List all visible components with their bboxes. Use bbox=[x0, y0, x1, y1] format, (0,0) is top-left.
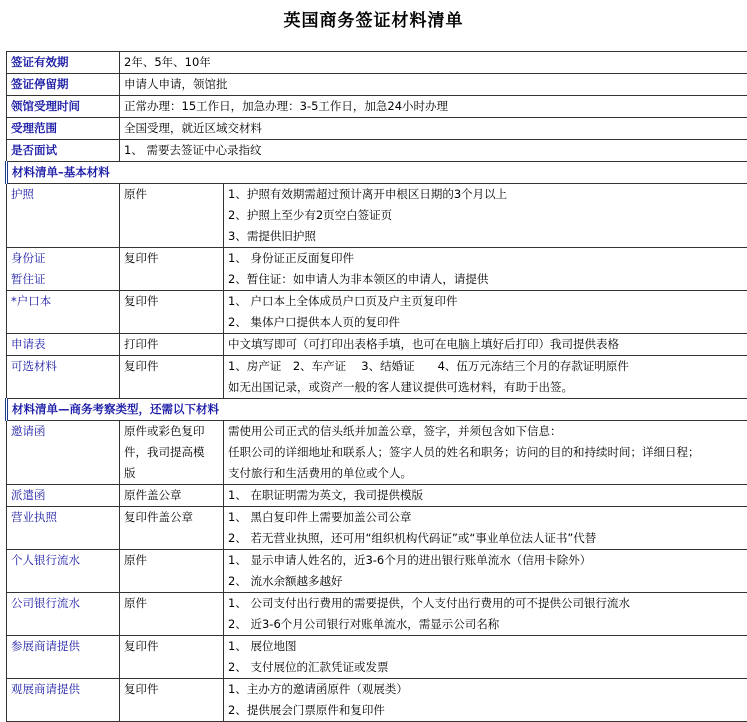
invitation-letter-type-1: 原件或彩色复印 bbox=[124, 421, 219, 442]
validity-value: 2年、5年、10年 bbox=[120, 52, 747, 74]
id-card-req-2: 2、暂住证：如申请人为非本领区的申请人，请提供 bbox=[228, 269, 743, 290]
interview-value: 1、 需要去签证中心录指纹 bbox=[120, 140, 747, 162]
document-title: 英国商务签证材料清单 bbox=[0, 9, 747, 33]
business-license-label: 营业执照 bbox=[7, 507, 120, 550]
interview-label: 是否面试 bbox=[7, 140, 120, 162]
id-card-label: 身份证 bbox=[11, 248, 115, 269]
invitation-letter-req-2: 任职公司的详细地址和联系人；签字人员的姓名和职务；访问的目的和持续时间；详细日程； bbox=[228, 442, 743, 463]
personal-bank-statement-req-1: 1、 显示申请人姓名的，近3-6个月的进出银行账单流水（信用卡除外） bbox=[228, 550, 743, 571]
materials-table bbox=[5, 51, 747, 722]
personal-bank-statement-row bbox=[7, 550, 747, 593]
passport-req-2: 2、护照上至少有2页空白签证页 bbox=[228, 205, 743, 226]
section-business-title: 材料清单—商务考察类型，还需以下材料 bbox=[7, 399, 747, 421]
passport-type: 原件 bbox=[120, 184, 224, 248]
invitation-letter-row bbox=[7, 421, 747, 485]
dispatch-letter-type: 原件盖公章 bbox=[124, 485, 219, 506]
company-bank-statement-row bbox=[7, 593, 747, 636]
validity-row bbox=[7, 52, 747, 74]
business-license-req-2: 2、 若无营业执照，还可用“组织机构代码证”或“事业单位法人证书”代替 bbox=[228, 528, 743, 549]
exhibitor-type: 复印件 bbox=[124, 636, 219, 657]
document-page bbox=[0, 9, 747, 715]
business-license-req-1: 1、 黑白复印件上需要加盖公司公章 bbox=[228, 507, 743, 528]
visitor-req-1: 1、主办方的邀请函原件（观展类） bbox=[228, 679, 743, 700]
passport-req-3: 3、需提供旧护照 bbox=[228, 226, 743, 247]
company-bank-statement-type: 原件 bbox=[124, 593, 219, 614]
dispatch-letter-row bbox=[7, 485, 747, 507]
scope-value: 全国受理，就近区域交材料 bbox=[120, 118, 747, 140]
section-basic-header bbox=[7, 162, 747, 184]
invitation-letter-req-1: 需使用公司正式的信头纸并加盖公章，签字，并须包含如下信息： bbox=[228, 421, 743, 442]
personal-bank-statement-label: 个人银行流水 bbox=[7, 550, 120, 593]
processing-row bbox=[7, 96, 747, 118]
exhibitor-req-1: 1、 展位地图 bbox=[228, 636, 743, 657]
invitation-letter-label: 邀请函 bbox=[7, 421, 120, 485]
passport-row bbox=[7, 184, 747, 248]
exhibitor-row bbox=[7, 636, 747, 679]
company-bank-statement-label: 公司银行流水 bbox=[7, 593, 120, 636]
invitation-letter-type-3: 版 bbox=[124, 463, 219, 484]
optional-materials-row bbox=[7, 356, 747, 399]
optional-materials-req-1: 1、房产证 2、车产证 3、结婚证 4、伍万元冻结三个月的存款证明原件 bbox=[228, 356, 743, 377]
processing-value: 正常办理：15工作日，加急办理：3-5工作日，加急24小时办理 bbox=[120, 96, 747, 118]
invitation-letter-req-3: 支付旅行和生活费用的单位或个人。 bbox=[228, 463, 743, 484]
stay-row bbox=[7, 74, 747, 96]
application-form-type: 打印件 bbox=[120, 334, 224, 356]
section-basic-title: 材料清单–基本材料 bbox=[7, 162, 747, 184]
hukou-label: *户口本 bbox=[11, 291, 115, 312]
company-bank-statement-req-2: 2、 近3-6个月公司银行对账单流水，需显示公司名称 bbox=[228, 614, 743, 635]
interview-row bbox=[7, 140, 747, 162]
exhibitor-req-2: 2、 支付展位的汇款凭证或发票 bbox=[228, 657, 743, 678]
id-card-req-1: 1、 身份证正反面复印件 bbox=[228, 248, 743, 269]
hukou-req-2: 2、 集体户口提供本人页的复印件 bbox=[228, 312, 743, 333]
hukou-row bbox=[7, 291, 747, 334]
visitor-type: 复印件 bbox=[124, 679, 219, 700]
exhibitor-label: 参展商请提供 bbox=[7, 636, 120, 679]
visitor-row bbox=[7, 679, 747, 722]
residence-permit-label: 暂住证 bbox=[11, 269, 115, 290]
passport-req-1: 1、护照有效期需超过预计离开申根区日期的3个月以上 bbox=[228, 184, 743, 205]
invitation-letter-type-2: 件，我司提高模 bbox=[124, 442, 219, 463]
optional-materials-req-2: 如无出国记录，或资产一般的客人建议提供可选材料，有助于出签。 bbox=[228, 377, 743, 398]
visitor-label: 观展商请提供 bbox=[7, 679, 120, 722]
stay-label: 签证停留期 bbox=[7, 74, 120, 96]
business-license-row bbox=[7, 507, 747, 550]
dispatch-letter-label: 派遣函 bbox=[7, 485, 120, 507]
hukou-type: 复印件 bbox=[120, 291, 224, 334]
optional-materials-type: 复印件 bbox=[120, 356, 224, 399]
passport-label: 护照 bbox=[11, 184, 115, 205]
application-form-label: 申请表 bbox=[11, 334, 115, 355]
stay-value: 申请人申请，领馆批 bbox=[120, 74, 747, 96]
id-card-type: 复印件 bbox=[120, 248, 224, 291]
dispatch-letter-req-1: 1、 在职证明需为英文，我司提供模版 bbox=[228, 485, 743, 506]
scope-label: 受理范围 bbox=[7, 118, 120, 140]
business-license-type: 复印件盖公章 bbox=[124, 507, 219, 528]
visitor-req-2: 2、提供展会门票原件和复印件 bbox=[228, 700, 743, 721]
application-form-row bbox=[7, 334, 747, 356]
hukou-req-1: 1、 户口本上全体成员户口页及户主页复印件 bbox=[228, 291, 743, 312]
section-business-header bbox=[7, 399, 747, 421]
personal-bank-statement-req-2: 2、 流水余额越多越好 bbox=[228, 571, 743, 592]
personal-bank-statement-type: 原件 bbox=[124, 550, 219, 571]
application-form-req-1: 中文填写即可（可打印出表格手填，也可在电脑上填好后打印）我司提供表格 bbox=[228, 334, 743, 355]
processing-label: 领馆受理时间 bbox=[7, 96, 120, 118]
id-card-row bbox=[7, 248, 747, 291]
company-bank-statement-req-1: 1、 公司支付出行费用的需要提供，个人支付出行费用的可不提供公司银行流水 bbox=[228, 593, 743, 614]
scope-row bbox=[7, 118, 747, 140]
optional-materials-label: 可选材料 bbox=[11, 356, 115, 377]
validity-label: 签证有效期 bbox=[7, 52, 120, 74]
